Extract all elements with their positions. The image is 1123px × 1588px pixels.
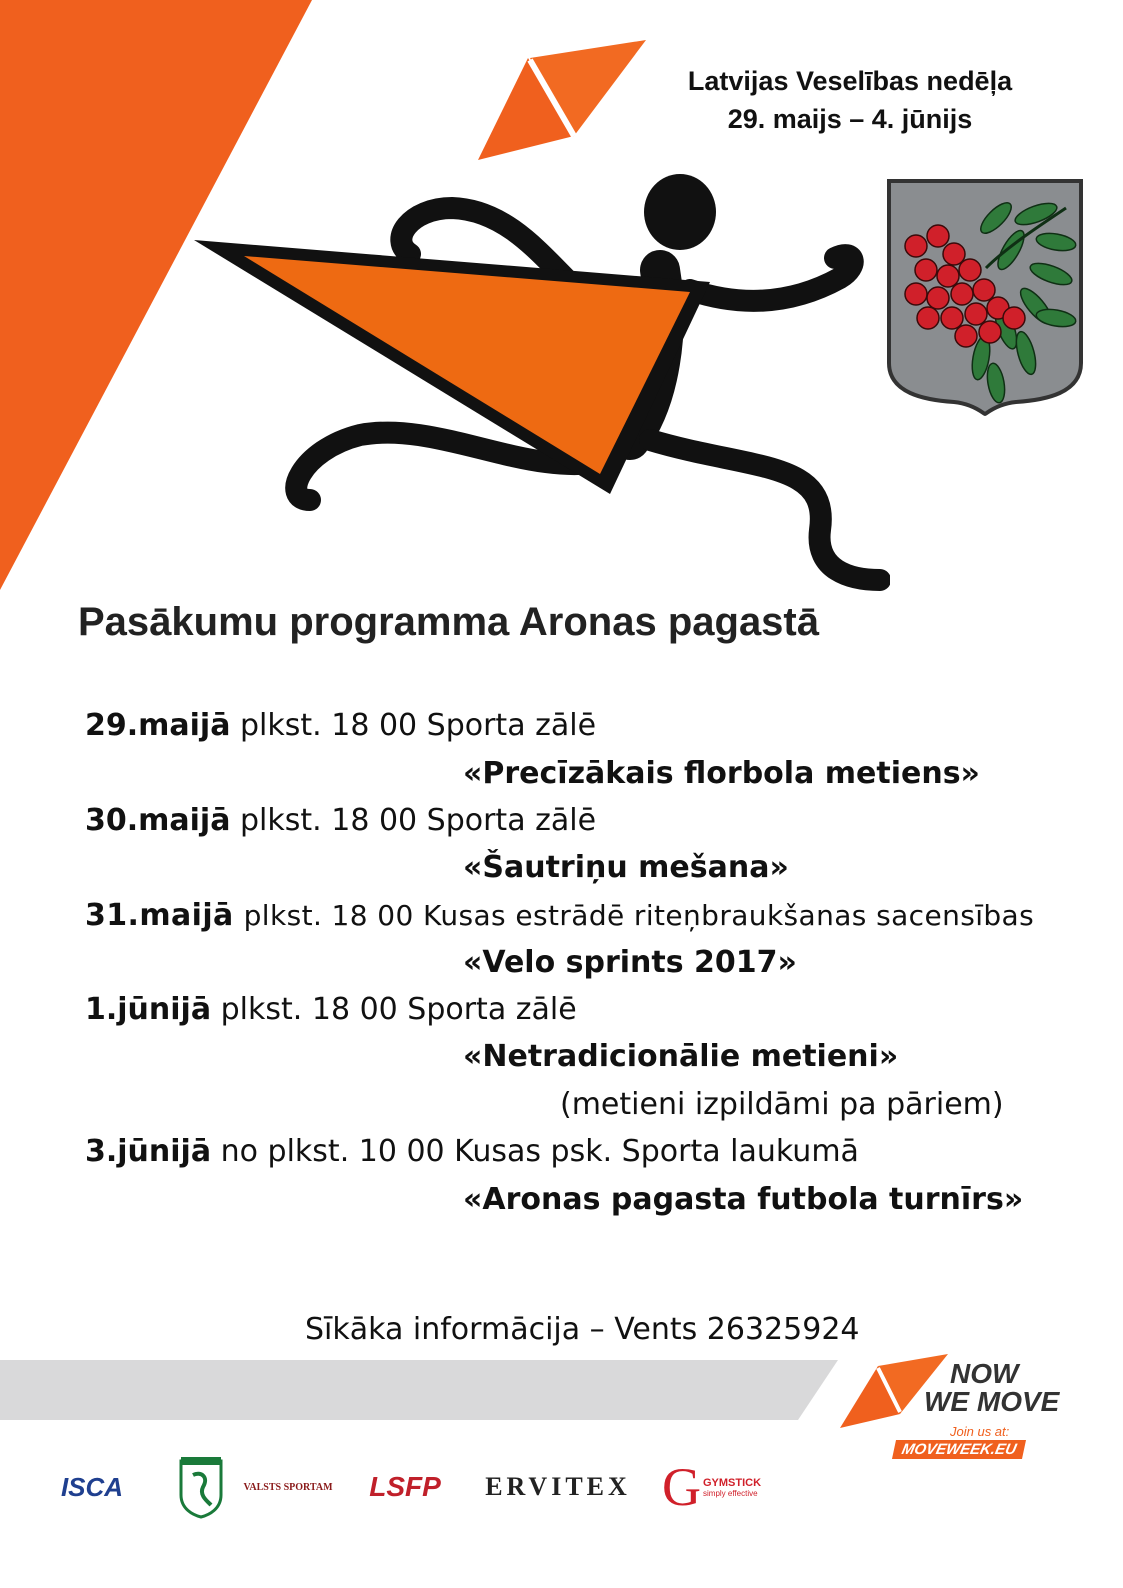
event-5-line bbox=[85, 1132, 1045, 1172]
nwm-url: MOVEWEEK.EU bbox=[892, 1440, 1026, 1459]
program-title: Pasākumu programma Aronas pagastā bbox=[78, 600, 819, 644]
runner-illustration bbox=[190, 170, 890, 600]
coat-of-arms bbox=[886, 178, 1086, 418]
event-2-line bbox=[85, 801, 1045, 841]
event-5-date: 3.jūnijā bbox=[85, 1134, 212, 1169]
event-1-details: plkst. 18 00 Sporta zālē bbox=[240, 708, 597, 743]
moveweek-arrow-logo bbox=[470, 38, 650, 168]
event-5-name: «Aronas pagasta futbola turnīrs» bbox=[463, 1182, 1024, 1217]
event-5-details: no plkst. 10 00 Kusas psk. Sporta laukumā bbox=[220, 1134, 859, 1169]
grey-band bbox=[0, 1360, 840, 1422]
event-1-date: 29.maijā bbox=[85, 708, 231, 743]
ervitex-logo bbox=[470, 1452, 646, 1522]
valsts-sportam-logo bbox=[243, 1452, 333, 1522]
isca-logo-text: ISCA bbox=[60, 1471, 124, 1502]
isca-logo bbox=[40, 1452, 144, 1522]
gymstick-g-icon: G bbox=[662, 1457, 701, 1517]
gymstick-tagline: simply effective bbox=[703, 1488, 758, 1498]
lsfp-logo bbox=[350, 1452, 460, 1522]
header-title-line: Latvijas Veselības nedēļa bbox=[687, 66, 1013, 96]
nwm-line2: WE MOVE bbox=[924, 1386, 1060, 1417]
event-4-line bbox=[85, 990, 1045, 1030]
ltsa-logo bbox=[176, 1452, 226, 1522]
event-4-name: «Netradicionālie metieni» bbox=[463, 1039, 899, 1074]
event-4-date: 1.jūnijā bbox=[85, 992, 212, 1027]
event-2-name: «Šautriņu mešana» bbox=[463, 850, 789, 885]
ltsa-shield-icon bbox=[179, 1455, 223, 1519]
event-2-details: plkst. 18 00 Sporta zālē bbox=[240, 803, 597, 838]
event-4-details: plkst. 18 00 Sporta zālē bbox=[220, 992, 577, 1027]
ervitex-logo-text: ERVITEX bbox=[485, 1472, 631, 1501]
event-3-date: 31.maijā bbox=[85, 898, 234, 933]
event-header bbox=[640, 62, 1060, 138]
event-1-line bbox=[85, 706, 1045, 746]
event-4-note: (metieni izpildāmi pa pāriem) bbox=[560, 1087, 1004, 1122]
now-we-move-logo bbox=[838, 1352, 1058, 1462]
gymstick-logo bbox=[662, 1452, 782, 1522]
valsts-sportam-text: VALSTS SPORTAM bbox=[243, 1481, 333, 1493]
header-dates-line: 29. maijs – 4. jūnijs bbox=[727, 104, 973, 134]
nwm-line1: NOW bbox=[950, 1358, 1019, 1389]
event-3-details: plkst. 18 00 Kusas estrādē riteņbraukšanas sacensības bbox=[243, 899, 1035, 932]
event-2-date: 30.maijā bbox=[85, 803, 231, 838]
nwm-join: Join us at: bbox=[950, 1424, 1010, 1439]
contact-info: Sīkāka informācija – Vents 26325924 bbox=[305, 1312, 860, 1347]
gymstick-logo-text: GYMSTICK bbox=[703, 1476, 762, 1489]
event-1-name: «Precīzākais florbola metiens» bbox=[463, 756, 980, 791]
event-3-name: «Velo sprints 2017» bbox=[463, 945, 797, 980]
event-3-line bbox=[85, 896, 1045, 936]
lsfp-logo-text: LSFP bbox=[369, 1471, 441, 1502]
